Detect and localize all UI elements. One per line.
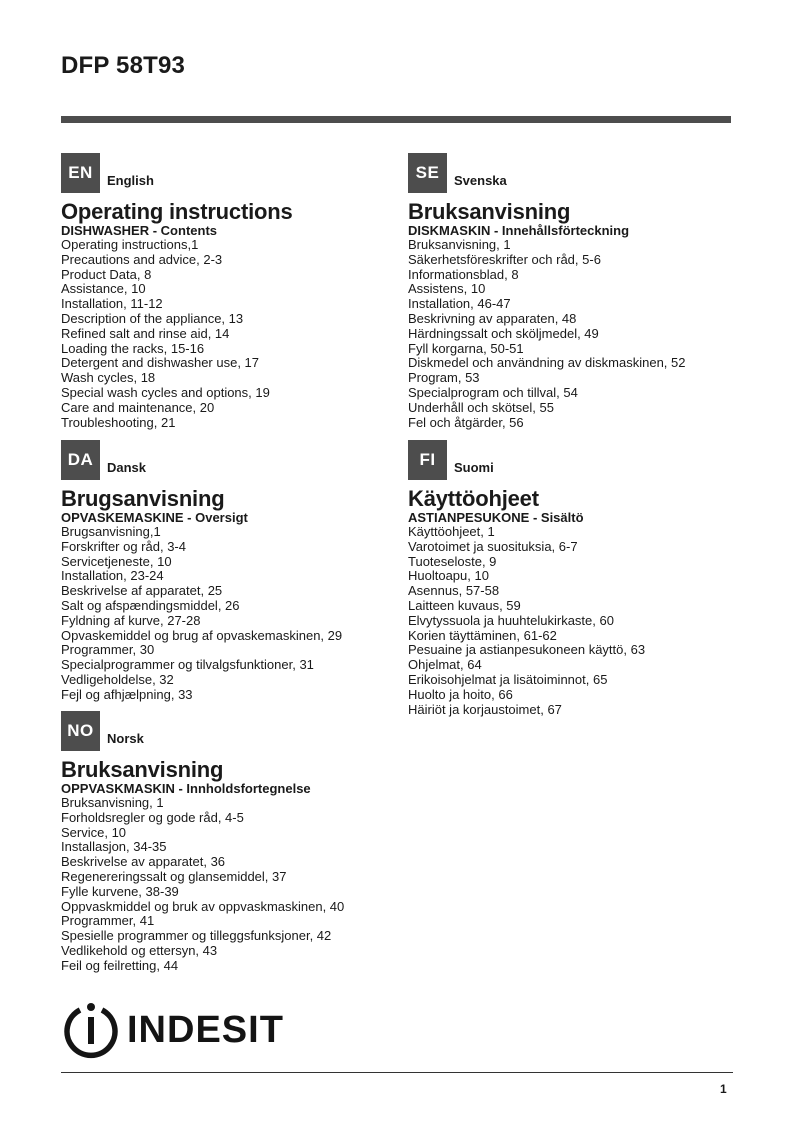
language-header bbox=[61, 440, 401, 480]
contents-item: Fel och åtgärder, 56 bbox=[408, 414, 524, 430]
language-badge: DA bbox=[61, 440, 100, 480]
contents-item: Beskrivelse av apparatet, 36 bbox=[61, 854, 226, 870]
section-title: Operating instructions bbox=[61, 199, 293, 224]
section-se bbox=[408, 153, 748, 430]
contents-item: Informationsblad, 8 bbox=[408, 266, 519, 282]
contents-item: Pesuaine ja astianpesukoneen käyttö, 63 bbox=[408, 642, 646, 658]
contents-item: Specialprogrammer og tilvalgsfunktioner, 31 bbox=[61, 657, 314, 673]
contents-item: Underhåll och skötsel, 55 bbox=[408, 399, 554, 415]
contents-item: Oppvaskmiddel og bruk av oppvaskmaskinen, 40 bbox=[61, 898, 345, 914]
contents-item: Beskrivning av apparaten, 48 bbox=[408, 310, 577, 326]
contents-item: Care and maintenance, 20 bbox=[61, 399, 215, 415]
language-badge: SE bbox=[408, 153, 447, 193]
contents-item: Fylle kurvene, 38-39 bbox=[61, 883, 179, 899]
language-name: Svenska bbox=[454, 173, 507, 188]
language-name: Suomi bbox=[454, 460, 494, 475]
header-rule bbox=[61, 116, 731, 123]
contents-item: Spesielle programmer og tilleggsfunksjoner, 42 bbox=[61, 928, 332, 944]
section-en bbox=[61, 153, 401, 430]
section-title: Käyttöohjeet bbox=[408, 486, 539, 511]
contents-item: Brugsanvisning,1 bbox=[61, 524, 161, 539]
contents-list bbox=[408, 238, 748, 430]
contents-item: Service, 10 bbox=[61, 824, 127, 840]
contents-item: Käyttöohjeet, 1 bbox=[408, 524, 495, 539]
contents-item: Laitteen kuvaus, 59 bbox=[408, 597, 521, 613]
contents-item: Erikoisohjelmat ja lisätoiminnot, 65 bbox=[408, 671, 608, 687]
contents-item: Vedlikehold og ettersyn, 43 bbox=[61, 942, 218, 958]
language-header bbox=[61, 153, 401, 193]
contents-item: Bruksanvisning, 1 bbox=[61, 795, 164, 810]
language-badge: NO bbox=[61, 711, 100, 751]
contents-item: Description of the appliance, 13 bbox=[61, 310, 244, 326]
contents-item: Feil og feilretting, 44 bbox=[61, 957, 179, 973]
section-subtitle: OPPVASKMASKIN - Innholdsfortegnelse bbox=[61, 781, 311, 796]
section-subtitle: DISKMASKIN - Innehållsförteckning bbox=[408, 223, 630, 238]
language-badge: FI bbox=[408, 440, 447, 480]
section-no bbox=[61, 711, 401, 974]
contents-item: Loading the racks, 15-16 bbox=[61, 340, 205, 356]
section-fi bbox=[408, 440, 748, 717]
language-header bbox=[61, 711, 401, 751]
contents-item: Säkerhetsföreskrifter och råd, 5-6 bbox=[408, 251, 601, 267]
language-header bbox=[408, 153, 748, 193]
contents-item: Troubleshooting, 21 bbox=[61, 414, 176, 430]
contents-item: Assistance, 10 bbox=[61, 281, 146, 297]
contents-item: Installation, 46-47 bbox=[408, 296, 511, 312]
contents-item: Forskrifter og råd, 3-4 bbox=[61, 538, 186, 554]
contents-item: Häiriöt ja korjaustoimet, 67 bbox=[408, 701, 562, 717]
section-subtitle: OPVASKEMASKINE - Oversigt bbox=[61, 510, 248, 525]
section-da bbox=[61, 440, 401, 703]
language-header bbox=[408, 440, 748, 480]
contents-list bbox=[61, 796, 401, 974]
section-title: Bruksanvisning bbox=[408, 199, 571, 224]
language-name: Norsk bbox=[107, 731, 144, 746]
contents-item: Opvaskemiddel og brug af opvaskemaskinen, 29 bbox=[61, 627, 343, 643]
contents-list bbox=[408, 525, 748, 717]
footer-rule bbox=[61, 1072, 733, 1073]
contents-item: Salt og afspændingsmiddel, 26 bbox=[61, 597, 240, 613]
contents-item: Product Data, 8 bbox=[61, 266, 152, 282]
section-title: Bruksanvisning bbox=[61, 757, 224, 782]
contents-item: Assistens, 10 bbox=[408, 281, 486, 297]
language-badge: EN bbox=[61, 153, 100, 193]
contents-item: Regenereringssalt og glansemiddel, 37 bbox=[61, 868, 287, 884]
contents-item: Installation, 11-12 bbox=[61, 296, 163, 312]
contents-item: Huoltoapu, 10 bbox=[408, 568, 489, 584]
contents-item: Programmer, 30 bbox=[61, 642, 155, 658]
brand-name: INDESIT bbox=[127, 1009, 284, 1051]
indesit-logo bbox=[61, 1000, 284, 1060]
contents-item: Korien täyttäminen, 61-62 bbox=[408, 627, 557, 643]
indesit-logo-icon bbox=[61, 1000, 121, 1060]
contents-item: Härdningssalt och sköljmedel, 49 bbox=[408, 325, 599, 341]
contents-item: Servicetjeneste, 10 bbox=[61, 553, 172, 569]
contents-item: Beskrivelse af apparatet, 25 bbox=[61, 583, 223, 599]
model-title: DFP 58T93 bbox=[61, 52, 186, 79]
contents-item: Ohjelmat, 64 bbox=[408, 657, 482, 673]
contents-item: Operating instructions,1 bbox=[61, 237, 199, 252]
language-name: English bbox=[107, 173, 154, 188]
contents-item: Installation, 23-24 bbox=[61, 568, 164, 584]
language-name: Dansk bbox=[107, 460, 147, 475]
contents-item: Special wash cycles and options, 19 bbox=[61, 384, 270, 400]
contents-list bbox=[61, 238, 401, 430]
section-title: Brugsanvisning bbox=[61, 486, 225, 511]
contents-item: Forholdsregler og gode råd, 4-5 bbox=[61, 809, 244, 825]
contents-item: Programmer, 41 bbox=[61, 913, 155, 929]
contents-item: Installasjon, 34-35 bbox=[61, 839, 167, 855]
section-subtitle: ASTIANPESUKONE - Sisältö bbox=[408, 510, 584, 525]
page-number: 1 bbox=[720, 1082, 727, 1096]
contents-item: Vedligeholdelse, 32 bbox=[61, 671, 174, 687]
contents-item: Program, 53 bbox=[408, 370, 480, 386]
contents-item: Diskmedel och användning av diskmaskinen, 52 bbox=[408, 355, 686, 371]
contents-item: Varotoimet ja suosituksia, 6-7 bbox=[408, 538, 578, 554]
contents-item: Wash cycles, 18 bbox=[61, 370, 156, 386]
contents-item: Asennus, 57-58 bbox=[408, 583, 500, 599]
contents-item: Detergent and dishwasher use, 17 bbox=[61, 355, 260, 371]
contents-item: Bruksanvisning, 1 bbox=[408, 237, 511, 252]
contents-list bbox=[61, 525, 401, 703]
contents-item: Tuoteseloste, 9 bbox=[408, 553, 497, 569]
contents-item: Fejl og afhjælpning, 33 bbox=[61, 686, 193, 702]
contents-item: Huolto ja hoito, 66 bbox=[408, 686, 513, 702]
contents-item: Elvytyssuola ja huuhtelukirkaste, 60 bbox=[408, 612, 614, 628]
contents-item: Refined salt and rinse aid, 14 bbox=[61, 325, 230, 341]
contents-item: Fyldning af kurve, 27-28 bbox=[61, 612, 201, 628]
contents-item: Specialprogram och tillval, 54 bbox=[408, 384, 578, 400]
contents-item: Precautions and advice, 2-3 bbox=[61, 251, 223, 267]
section-subtitle: DISHWASHER - Contents bbox=[61, 223, 217, 238]
contents-item: Fyll korgarna, 50-51 bbox=[408, 340, 524, 356]
